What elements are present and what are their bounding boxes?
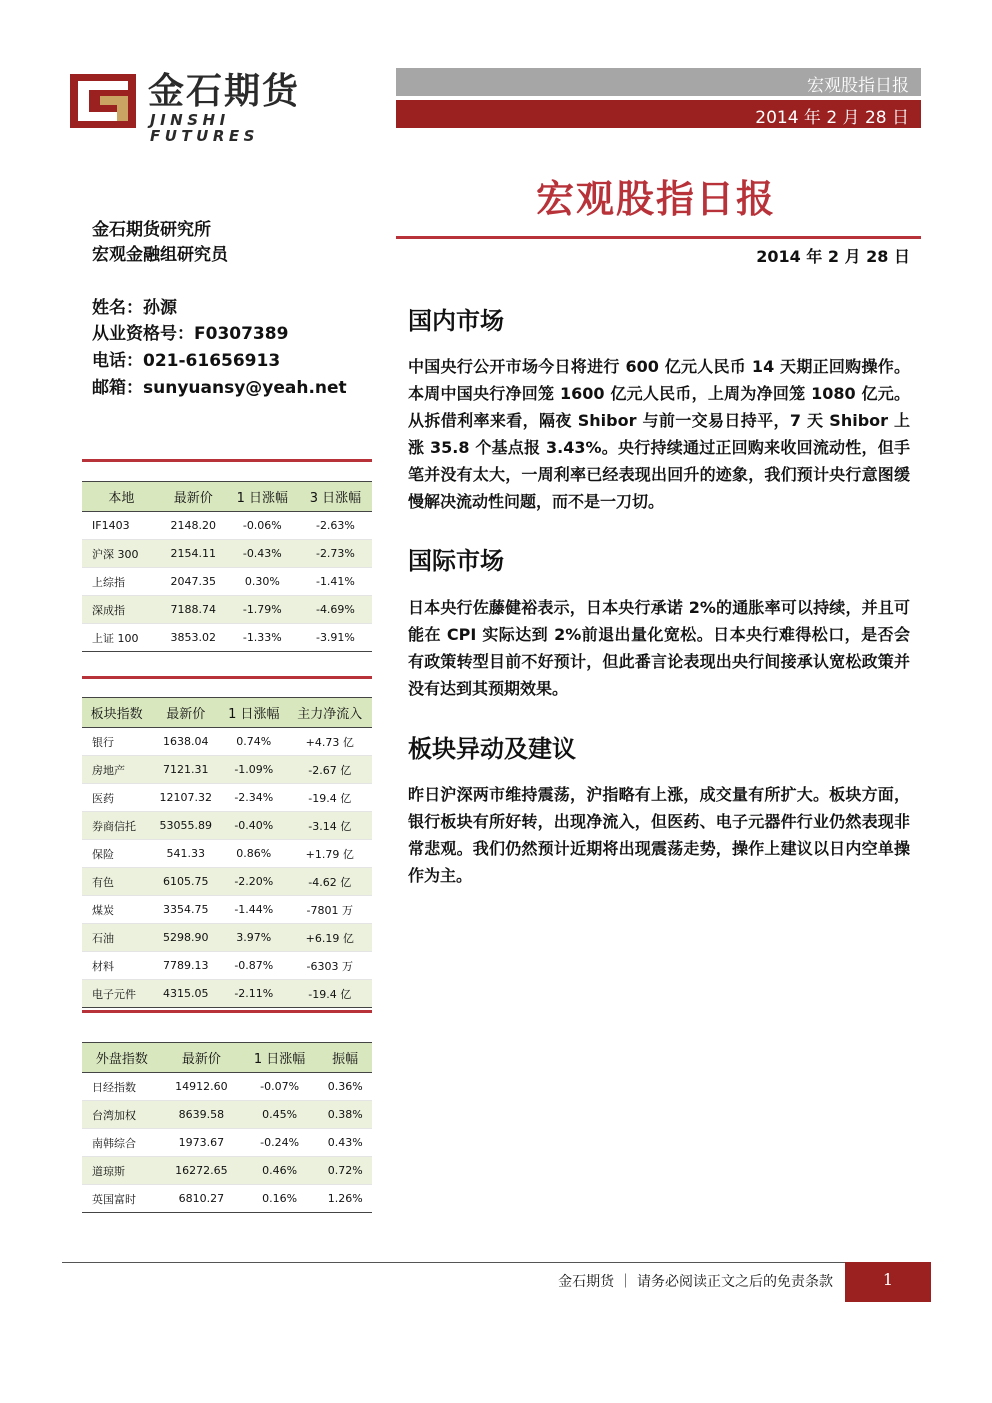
table-header-cell: 1 日涨幅 <box>226 482 299 512</box>
sector-table-rule <box>82 676 372 679</box>
table-cell: -2.67 亿 <box>287 756 372 784</box>
table-cell: 7121.31 <box>151 756 220 784</box>
table-row <box>82 924 372 952</box>
table-header-cell: 本地 <box>82 482 161 512</box>
table-cell: -6303 万 <box>287 952 372 980</box>
table-row <box>82 756 372 784</box>
table-cell: 0.16% <box>241 1185 318 1213</box>
table-cell: -0.40% <box>220 812 287 840</box>
table-cell: 5298.90 <box>151 924 220 952</box>
table-cell: 医药 <box>82 784 151 812</box>
table-cell: IF1403 <box>82 512 161 540</box>
table-cell: +4.73 亿 <box>287 728 372 756</box>
table-cell: 14912.60 <box>162 1073 241 1101</box>
domestic-index-table <box>82 481 372 652</box>
page-number: 1 <box>845 1262 931 1302</box>
logo-english-text: JINSHI FUTURES <box>150 111 259 145</box>
table-cell: 煤炭 <box>82 896 151 924</box>
foreign-index-table <box>82 1042 372 1213</box>
section-body-international: 日本央行佐藤健裕表示，日本央行承诺 2%的通胀率可以持续，并且可能在 CPI 实际达到 2%前退出量化宽松。日本央行难得松口，是否会有政策转型目前不好预计，但此番言论表现出央行间接承认宽松政策并没有达到其预期效果。 <box>408 598 910 698</box>
table-header-cell: 振幅 <box>318 1043 372 1073</box>
table-cell: 1.26% <box>318 1185 372 1213</box>
author-cert: 从业资格号：F0307389 <box>92 324 289 344</box>
table-cell: 541.33 <box>151 840 220 868</box>
table-row <box>82 540 372 568</box>
section-heading-domestic: 国内市场 <box>408 307 504 335</box>
table-cell: 台湾加权 <box>82 1101 162 1129</box>
table-cell: +1.79 亿 <box>287 840 372 868</box>
table-row <box>82 784 372 812</box>
table-cell: 0.38% <box>318 1101 372 1129</box>
table-cell: -3.91% <box>299 624 372 652</box>
table-cell: 沪深 300 <box>82 540 161 568</box>
table-row <box>82 980 372 1008</box>
foreign-table-rule <box>82 1010 372 1013</box>
table-cell: 石油 <box>82 924 151 952</box>
table-cell: 0.30% <box>226 568 299 596</box>
table-cell: 2047.35 <box>161 568 226 596</box>
table-header-cell: 最新价 <box>151 698 220 728</box>
table-header-cell: 外盘指数 <box>82 1043 162 1073</box>
table-header-cell: 最新价 <box>161 482 226 512</box>
table-cell: 道琼斯 <box>82 1157 162 1185</box>
table-cell: -3.14 亿 <box>287 812 372 840</box>
table-cell: -19.4 亿 <box>287 980 372 1008</box>
table-row <box>82 1157 372 1185</box>
table-cell: 53055.89 <box>151 812 220 840</box>
table-cell: 0.74% <box>220 728 287 756</box>
table-cell: 0.72% <box>318 1157 372 1185</box>
table-cell: +6.19 亿 <box>287 924 372 952</box>
table-cell: -1.33% <box>226 624 299 652</box>
page-title: 宏观股指日报 <box>535 177 776 221</box>
table-cell: 12107.32 <box>151 784 220 812</box>
table-cell: 日经指数 <box>82 1073 162 1101</box>
sector-index-table <box>82 697 372 1008</box>
table-cell: -1.44% <box>220 896 287 924</box>
table-cell: 3.97% <box>220 924 287 952</box>
table-row <box>82 868 372 896</box>
header-report-name: 宏观股指日报 <box>807 76 909 96</box>
table-cell: 1638.04 <box>151 728 220 756</box>
table-cell: 有色 <box>82 868 151 896</box>
logo-mark-icon <box>70 74 136 128</box>
table-cell: 7789.13 <box>151 952 220 980</box>
table-cell: -0.07% <box>241 1073 318 1101</box>
title-divider <box>396 236 921 239</box>
table-header-cell: 1 日涨幅 <box>220 698 287 728</box>
table-cell: 6105.75 <box>151 868 220 896</box>
table-header-cell: 1 日涨幅 <box>241 1043 318 1073</box>
table-cell: 上综指 <box>82 568 161 596</box>
section-body-domestic: 中国央行公开市场今日将进行 600 亿元人民币 14 天期正回购操作。本周中国央行净回笼 1600 亿元人民币，上周为净回笼 1080 亿元。从拆借利率来看，隔夜 Shibor 与前一交易日持平，7 天 Shibor 上涨 35.8 个基点报 3.43%。央行持续通过正回购来收回流动性，但手笔并没有太大，一周利率已经表现出回升的迹象，我们预计央行意图缓慢解决流动性问题，而不是一刀切。 <box>408 357 910 511</box>
table-cell: 电子元件 <box>82 980 151 1008</box>
section-body-sector: 昨日沪深两市维持震荡，沪指略有上涨，成交量有所扩大。板块方面，银行板块有所好转，出现净流入，但医药、电子元器件行业仍然表现非常悲观。我们仍然预计近期将出现震荡走势，操作上建议以日内空单操作为主。 <box>408 785 910 885</box>
table-cell: 0.45% <box>241 1101 318 1129</box>
table-cell: 房地产 <box>82 756 151 784</box>
table-header-row <box>82 698 372 728</box>
table-cell: -19.4 亿 <box>287 784 372 812</box>
table-cell: 深成指 <box>82 596 161 624</box>
table-cell: -0.43% <box>226 540 299 568</box>
table-cell: 材料 <box>82 952 151 980</box>
table-cell: -1.79% <box>226 596 299 624</box>
logo-chinese-text: 金石期货 <box>148 71 301 112</box>
table-row <box>82 728 372 756</box>
table-cell: 0.46% <box>241 1157 318 1185</box>
table-cell: -2.34% <box>220 784 287 812</box>
footer-divider <box>62 1262 930 1263</box>
table-row <box>82 1073 372 1101</box>
table-cell: 上证 100 <box>82 624 161 652</box>
author-name: 姓名：孙源 <box>92 298 177 318</box>
table-row <box>82 812 372 840</box>
table-cell: 6810.27 <box>162 1185 241 1213</box>
table-cell: 0.43% <box>318 1129 372 1157</box>
section-heading-sector: 板块异动及建议 <box>408 735 576 763</box>
table-header-cell: 最新价 <box>162 1043 241 1073</box>
table-cell: 2148.20 <box>161 512 226 540</box>
table-cell: 券商信托 <box>82 812 151 840</box>
table-row <box>82 1129 372 1157</box>
table-row <box>82 1185 372 1213</box>
table-cell: 16272.65 <box>162 1157 241 1185</box>
table-cell: 2154.11 <box>161 540 226 568</box>
table-cell: 8639.58 <box>162 1101 241 1129</box>
table-cell: -2.63% <box>299 512 372 540</box>
report-date: 2014 年 2 月 28 日 <box>756 247 910 266</box>
table-cell: -4.69% <box>299 596 372 624</box>
table-row <box>82 896 372 924</box>
header-date-bar <box>396 100 921 128</box>
table-cell: 1973.67 <box>162 1129 241 1157</box>
table-row <box>82 624 372 652</box>
company-logo <box>70 71 320 145</box>
table-cell: -0.06% <box>226 512 299 540</box>
table-row <box>82 512 372 540</box>
table-header-row <box>82 1043 372 1073</box>
table-header-cell: 3 日涨幅 <box>299 482 372 512</box>
table-cell: -4.62 亿 <box>287 868 372 896</box>
author-phone: 电话：021-61656913 <box>92 351 281 371</box>
section-heading-international: 国际市场 <box>408 547 504 575</box>
table-cell: 0.36% <box>318 1073 372 1101</box>
table-header-cell: 板块指数 <box>82 698 151 728</box>
table-cell: 7188.74 <box>161 596 226 624</box>
footer-disclaimer: 金石期货 ｜ 请务必阅读正文之后的免责条款 <box>558 1274 833 1290</box>
table-cell: 保险 <box>82 840 151 868</box>
table-cell: -7801 万 <box>287 896 372 924</box>
table-cell: -0.24% <box>241 1129 318 1157</box>
table-row <box>82 596 372 624</box>
table-cell: -1.41% <box>299 568 372 596</box>
table-cell: -2.11% <box>220 980 287 1008</box>
table-row <box>82 568 372 596</box>
table-cell: -0.87% <box>220 952 287 980</box>
table-row <box>82 1101 372 1129</box>
author-institute: 金石期货研究所 <box>92 220 211 240</box>
domestic-table-rule <box>82 459 372 462</box>
author-email: 邮箱：sunyuansy@yeah.net <box>92 378 347 398</box>
author-group: 宏观金融组研究员 <box>92 245 228 265</box>
header-report-bar <box>396 68 921 96</box>
table-cell: 英国富时 <box>82 1185 162 1213</box>
table-header-row <box>82 482 372 512</box>
table-cell: 0.86% <box>220 840 287 868</box>
header-date: 2014 年 2 月 28 日 <box>755 108 909 128</box>
table-cell: -1.09% <box>220 756 287 784</box>
table-cell: 3853.02 <box>161 624 226 652</box>
table-cell: -2.73% <box>299 540 372 568</box>
table-row <box>82 952 372 980</box>
table-row <box>82 840 372 868</box>
table-header-cell: 主力净流入 <box>287 698 372 728</box>
table-cell: 银行 <box>82 728 151 756</box>
table-cell: 3354.75 <box>151 896 220 924</box>
table-cell: 4315.05 <box>151 980 220 1008</box>
table-cell: 南韩综合 <box>82 1129 162 1157</box>
table-cell: -2.20% <box>220 868 287 896</box>
